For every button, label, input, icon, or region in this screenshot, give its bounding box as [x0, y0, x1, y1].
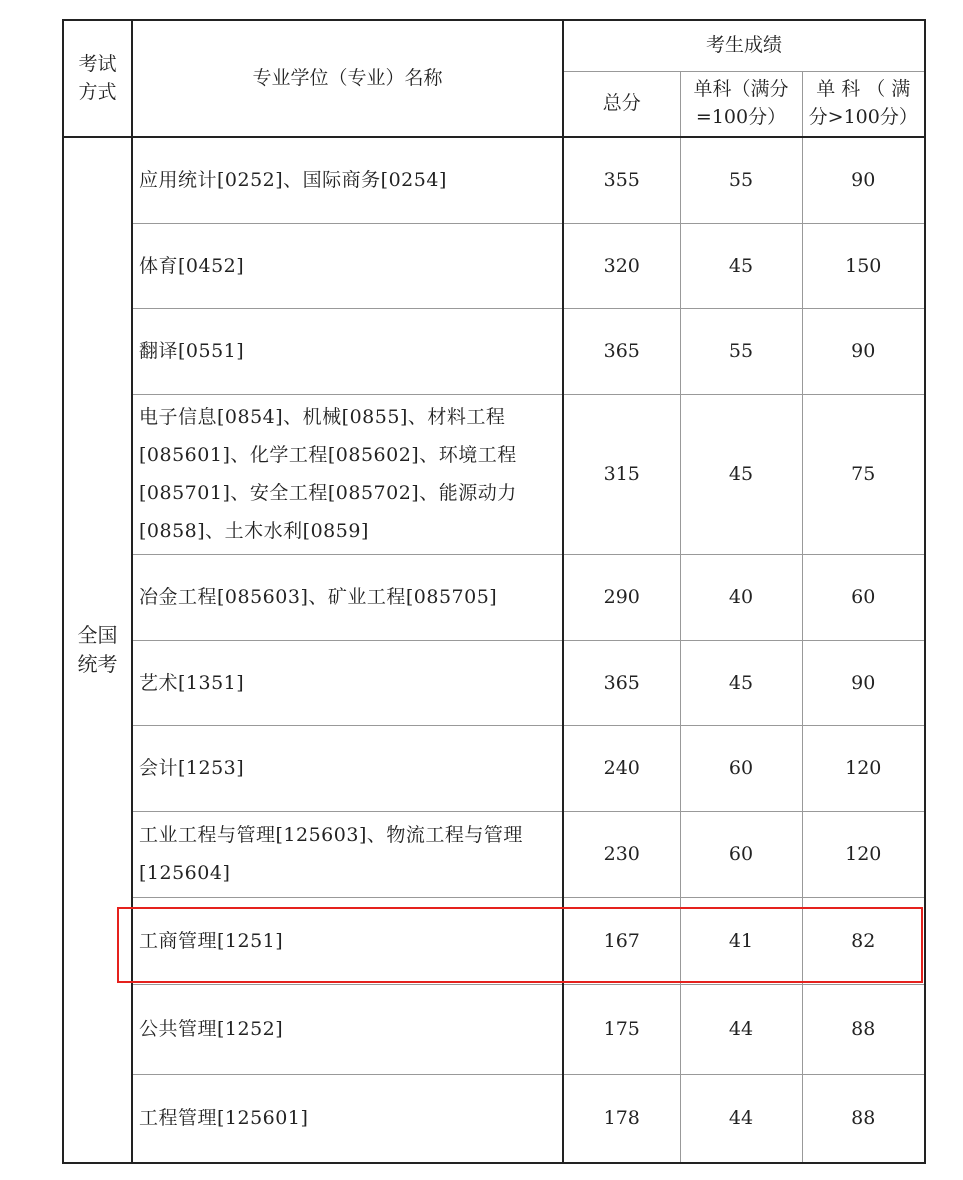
table-row: [63, 811, 925, 897]
degree-name-cell: 体育[0452]: [132, 223, 563, 308]
total-score-cell: 230: [563, 811, 680, 897]
header-degree-name: 专业学位（专业）名称: [132, 20, 563, 137]
single-over-100-score-cell: 90: [802, 308, 925, 394]
table-row: [63, 897, 925, 984]
degree-name-cell: 应用统计[0252]、国际商务[0254]: [132, 137, 563, 223]
single-over-100-score-cell: 120: [802, 725, 925, 811]
exam-method-cell: 全国统考: [63, 137, 132, 1163]
total-score-cell: 355: [563, 137, 680, 223]
single-over-100-score-cell: 88: [802, 984, 925, 1074]
total-score-cell: 290: [563, 554, 680, 640]
table-body: [63, 137, 925, 1163]
total-score-cell: 178: [563, 1074, 680, 1163]
single-over-100-score-cell: 75: [802, 394, 925, 554]
degree-name-cell: 翻译[0551]: [132, 308, 563, 394]
total-score-cell: 175: [563, 984, 680, 1074]
single-100-score-cell: 45: [680, 394, 802, 554]
table-row: [63, 394, 925, 554]
single-over-100-score-cell: 120: [802, 811, 925, 897]
total-score-cell: 365: [563, 308, 680, 394]
single-over-100-score-cell: 88: [802, 1074, 925, 1163]
header-single-100: 单科（满分=100分）: [680, 71, 802, 137]
single-over-100-score-cell: 60: [802, 554, 925, 640]
degree-name-cell: 艺术[1351]: [132, 640, 563, 725]
single-100-score-cell: 40: [680, 554, 802, 640]
table-row: [63, 308, 925, 394]
single-100-score-cell: 55: [680, 137, 802, 223]
single-100-score-cell: 41: [680, 897, 802, 984]
degree-name-cell: 工业工程与管理[125603]、物流工程与管理[125604]: [132, 811, 563, 897]
table-row: [63, 984, 925, 1074]
table-row: [63, 223, 925, 308]
table-row: [63, 137, 925, 223]
degree-name-cell: 工商管理[1251]: [132, 897, 563, 984]
single-over-100-score-cell: 150: [802, 223, 925, 308]
table-row: [63, 640, 925, 725]
table-row: [63, 725, 925, 811]
degree-name-cell: 冶金工程[085603]、矿业工程[085705]: [132, 554, 563, 640]
score-table: [62, 19, 926, 1164]
total-score-cell: 240: [563, 725, 680, 811]
single-over-100-score-cell: 90: [802, 137, 925, 223]
single-100-score-cell: 45: [680, 223, 802, 308]
degree-name-cell: 电子信息[0854]、机械[0855]、材料工程[085601]、化学工程[085602]、环境工程[085701]、安全工程[085702]、能源动力[0858]、土木水利[0859]: [132, 394, 563, 554]
table-row: [63, 554, 925, 640]
single-100-score-cell: 60: [680, 811, 802, 897]
total-score-cell: 167: [563, 897, 680, 984]
header-total: 总分: [563, 71, 680, 137]
header-scores-group: 考生成绩: [563, 20, 925, 71]
header-single-over-100: 单 科 （ 满分>100分）: [802, 71, 925, 137]
table-row: [63, 1074, 925, 1163]
single-100-score-cell: 44: [680, 1074, 802, 1163]
single-over-100-score-cell: 90: [802, 640, 925, 725]
total-score-cell: 365: [563, 640, 680, 725]
total-score-cell: 320: [563, 223, 680, 308]
single-100-score-cell: 60: [680, 725, 802, 811]
total-score-cell: 315: [563, 394, 680, 554]
degree-name-cell: 工程管理[125601]: [132, 1074, 563, 1163]
degree-name-cell: 公共管理[1252]: [132, 984, 563, 1074]
single-100-score-cell: 55: [680, 308, 802, 394]
single-100-score-cell: 45: [680, 640, 802, 725]
degree-name-cell: 会计[1253]: [132, 725, 563, 811]
single-over-100-score-cell: 82: [802, 897, 925, 984]
header-exam-method: 考试方式: [63, 20, 132, 137]
single-100-score-cell: 44: [680, 984, 802, 1074]
